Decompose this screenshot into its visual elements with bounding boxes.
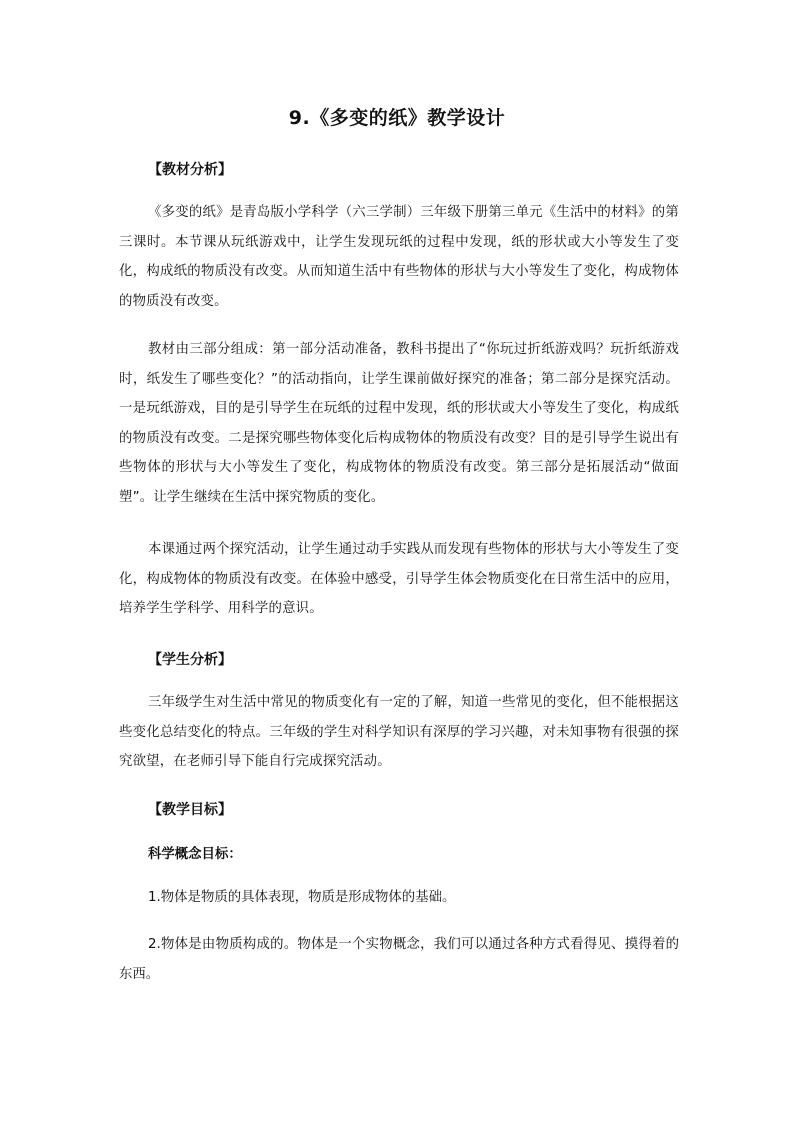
goal-item-1: 1.物体是物质的具体表现，物质是形成物体的基础。 [148, 890, 456, 905]
paragraph-student-analysis: 三年级学生对生活中常见的物质变化有一定的了解，知道一些常见的变化，但不能根据这些变化总结变化的特点。三年级的学生对科学知识有深厚的学习兴趣，对未知事物有很强的探究欲望，在老师引导下能自行完成探究活动。 [119, 695, 679, 769]
section-heading-student-analysis: 【学生分析】 [148, 652, 232, 668]
subheading-science-concept-goals: 科学概念目标： [148, 847, 242, 862]
paragraph-textbook-analysis-3: 本课通过两个探究活动，让学生通过动手实践从而发现有些物体的形状与大小等发生了变化，构成物体的物质没有改变。在体验中感受，引导学生体会物质变化在日常生活中的应用，培养学生学科学、用科学的意识。 [119, 542, 679, 616]
document-title: 9.《多变的纸》教学设计 [288, 107, 506, 129]
goal-item-2: 2.物体是由物质构成的。物体是一个实物概念，我们可以通过各种方式看得见、摸得着的东西。 [119, 937, 679, 982]
paragraph-textbook-analysis-2: 教材由三部分组成：第一部分活动准备，教科书提出了“你玩过折纸游戏吗？玩折纸游戏时，纸发生了哪些变化？”的活动指向，让学生课前做好探究的准备；第二部分是探究活动。一是玩纸游戏，目的是引导学生在玩纸的过程中发现，纸的形状或大小等发生了变化，构成纸的物质没有改变。二是探究哪些物体变化后构成物体的物质没有改变？目的是引导学生说出有些物体的形状与大小等发生了变化，构成物体的物质没有改变。第三部分是拓展活动“做面塑”。让学生继续在生活中探究物质的变化。 [119, 342, 679, 505]
section-heading-textbook-analysis: 【教材分析】 [148, 162, 232, 178]
section-heading-teaching-goals: 【教学目标】 [148, 802, 232, 818]
paragraph-textbook-analysis-1: 《多变的纸》是青岛版小学科学（六三学制）三年级下册第三单元《生活中的材料》的第三课时。本节课从玩纸游戏中，让学生发现玩纸的过程中发现，纸的形状或大小等发生了变化，构成纸的物质没有改变。从而知道生活中有些物体的形状与大小等发生了变化，构成物体的物质没有改变。 [119, 205, 679, 309]
